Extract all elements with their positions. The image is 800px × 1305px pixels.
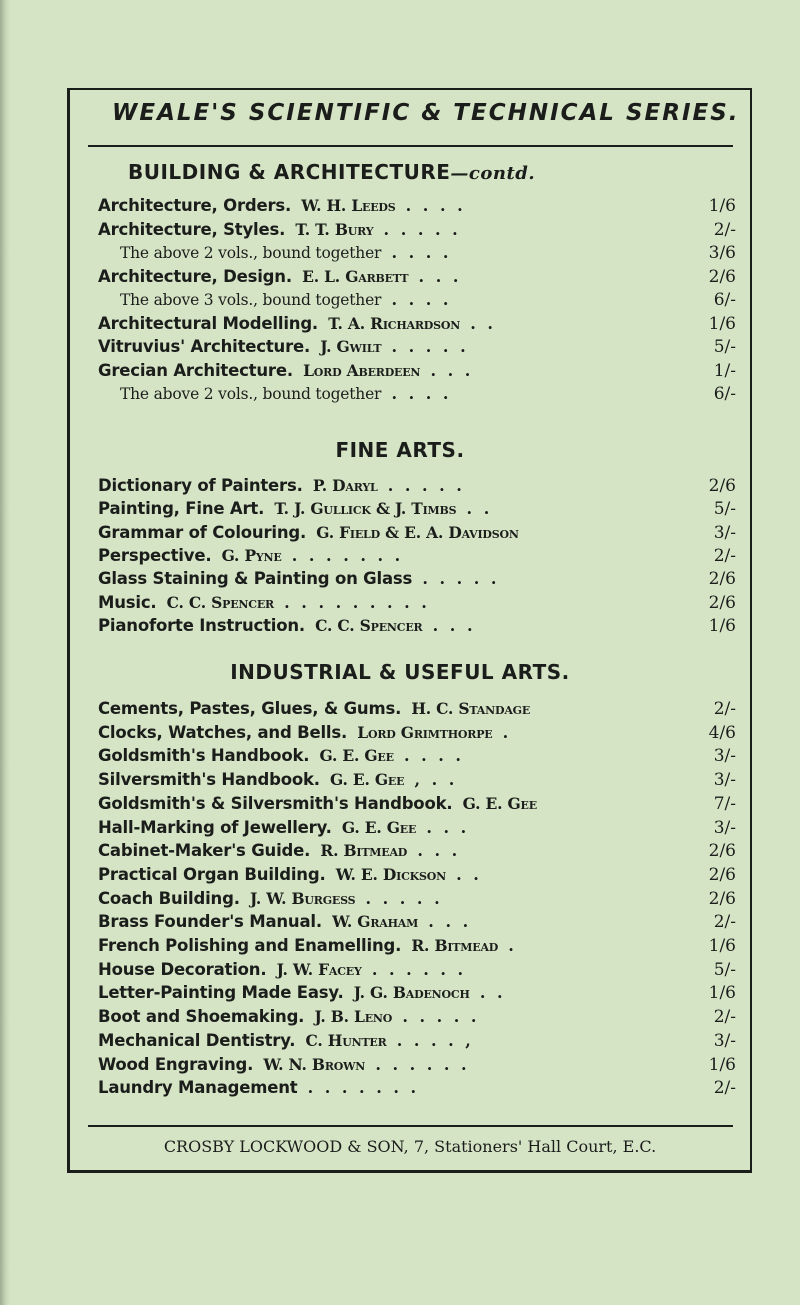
book-author: G. E. Gee xyxy=(330,770,405,790)
book-title: Painting, Fine Art. xyxy=(98,499,265,519)
book-price: 2/- xyxy=(713,1078,736,1099)
book-author: Lord Aberdeen xyxy=(303,360,421,380)
book-price: 2/6 xyxy=(708,592,736,613)
dot-leader: . . . xyxy=(428,912,472,932)
book-title: Mechanical Dentistry. xyxy=(98,1030,296,1050)
book-title: Architectural Modelling. xyxy=(98,313,319,333)
dot-leader: . . . . . . xyxy=(375,1054,470,1074)
book-price: 1/6 xyxy=(708,615,736,636)
book-title: French Polishing and Enamelling. xyxy=(98,936,402,955)
page-edge-shadow xyxy=(0,0,10,1305)
book-price: 3/- xyxy=(713,770,736,791)
dot-leader: . . xyxy=(466,499,493,519)
book-price: 2/- xyxy=(713,1007,736,1028)
catalogue-entry xyxy=(98,1031,740,1057)
catalogue-entry xyxy=(98,936,740,962)
book-title: Pianoforte Instruction. xyxy=(98,615,305,635)
dot-leader: . . . xyxy=(426,817,470,837)
book-author: G. E. Gee xyxy=(341,817,417,837)
book-author: J. Gwilt xyxy=(320,337,382,356)
book-price: 3/- xyxy=(713,522,736,543)
section-heading xyxy=(0,438,800,462)
catalogue-entry xyxy=(98,699,740,725)
book-author: Lord Grimthorpe xyxy=(357,722,493,742)
book-title: Laundry Management xyxy=(98,1078,298,1098)
dot-leader: . . . . xyxy=(391,384,452,403)
dot-leader: , . . xyxy=(414,770,458,790)
section-heading xyxy=(0,660,800,684)
book-price: 6/- xyxy=(713,384,736,404)
book-title: Vitruvius' Architecture. xyxy=(98,337,311,356)
book-author: G. E. Gee xyxy=(319,746,394,766)
catalogue-entry xyxy=(98,476,740,502)
catalogue-entry xyxy=(98,314,740,340)
book-price: 1/6 xyxy=(708,196,736,216)
book-author: G. E. Gee xyxy=(462,793,537,813)
catalogue-entry xyxy=(98,723,740,749)
book-price: 2/- xyxy=(713,699,736,719)
dot-leader: . . . . , xyxy=(396,1030,474,1050)
dot-leader: . . . . . xyxy=(391,337,469,356)
dot-leader: . . xyxy=(456,864,482,884)
section-heading xyxy=(0,160,800,184)
book-price: 2/6 xyxy=(708,864,736,885)
catalogue-entry xyxy=(98,593,740,619)
catalogue-entry xyxy=(98,818,740,844)
book-author: J. W. Facey xyxy=(276,959,362,979)
book-price: 2/6 xyxy=(708,476,736,496)
dot-leader: . . . . . . . xyxy=(307,1078,420,1098)
section-heading-text: BUILDING & ARCHITECTURE xyxy=(128,160,451,184)
book-author: T. A. Richardson xyxy=(328,313,461,333)
book-title: House Decoration. xyxy=(98,959,267,979)
book-price: 1/6 xyxy=(708,983,736,1004)
dot-leader: . . . xyxy=(418,266,462,286)
book-price: 2/- xyxy=(713,219,736,240)
book-price: 5/- xyxy=(713,959,736,980)
book-title: Architecture, Styles. xyxy=(98,219,286,239)
dot-leader: . . . . . xyxy=(383,219,461,239)
dot-leader: . . . . xyxy=(405,196,466,215)
book-author: T. T. Bury xyxy=(295,219,374,239)
dot-leader: . . . . . . xyxy=(371,959,467,979)
catalogue-entry xyxy=(98,794,740,820)
section-heading-continued: —contd. xyxy=(450,163,536,184)
book-title: The above 2 vols., bound together xyxy=(120,244,382,262)
publisher-footer: CROSBY LOCKWOOD & SON, 7, Stationers' Hall Court, E.C. xyxy=(163,1137,657,1156)
catalogue-subentry xyxy=(98,384,740,410)
book-price: 6/- xyxy=(713,290,736,310)
dot-leader: . . . xyxy=(430,360,474,380)
section-heading-text: FINE ARTS. xyxy=(335,438,465,462)
book-title: Perspective. xyxy=(98,545,212,565)
dot-leader: . . . xyxy=(432,615,476,635)
catalogue-entry xyxy=(98,523,740,549)
book-title: Cements, Pastes, Glues, & Gums. xyxy=(98,699,402,718)
book-price: 1/6 xyxy=(708,313,736,334)
catalogue-entry xyxy=(98,220,740,246)
book-price: 2/6 xyxy=(708,888,736,909)
catalogue-entry xyxy=(98,889,740,915)
book-price: 1/6 xyxy=(708,1054,736,1075)
dot-leader: . xyxy=(508,936,517,955)
book-author: C. C. Spencer xyxy=(315,615,423,635)
dot-leader: . . . . . . . . . xyxy=(284,592,430,612)
dot-leader: . . . . . xyxy=(422,569,500,589)
book-price: 2/- xyxy=(713,912,736,933)
catalogue-entry xyxy=(98,616,740,642)
catalogue-subentry xyxy=(98,243,740,269)
book-price: 1/6 xyxy=(708,936,736,956)
book-author: P. Daryl xyxy=(312,476,378,495)
book-author: R. Bitmead xyxy=(411,936,499,955)
book-price: 7/- xyxy=(713,793,736,814)
book-author: T. J. Gullick & J. Timbs xyxy=(274,499,457,519)
dot-leader: . . . . . xyxy=(402,1007,480,1027)
catalogue-subentry xyxy=(98,290,740,316)
dot-leader: . . . xyxy=(417,841,461,861)
book-title: Music. xyxy=(98,592,157,612)
footer-rule xyxy=(88,1125,733,1127)
book-price: 2/6 xyxy=(708,266,736,287)
book-price: 3/- xyxy=(713,1030,736,1051)
dot-leader: . . . . . . . xyxy=(291,545,404,565)
book-author: E. L. Garbett xyxy=(302,266,409,286)
book-author: W. E. Dickson xyxy=(335,864,446,884)
dot-leader: . . . . . xyxy=(387,476,465,495)
book-price: 2/6 xyxy=(708,569,736,590)
book-title: Silversmith's Handbook. xyxy=(98,770,320,790)
book-author: G. Pyne xyxy=(221,545,282,565)
book-title: Clocks, Watches, and Bells. xyxy=(98,722,348,742)
book-title: Wood Engraving. xyxy=(98,1054,254,1074)
dot-leader: . xyxy=(502,722,512,742)
book-title: Architecture, Design. xyxy=(98,266,292,286)
dot-leader: . . . . xyxy=(391,243,452,262)
book-author: W. N. Brown xyxy=(263,1054,366,1074)
catalogue-entry xyxy=(98,361,740,387)
book-author: R. Bitmead xyxy=(320,841,408,861)
dot-leader: . . . . xyxy=(391,290,452,309)
catalogue-entry xyxy=(98,1078,740,1104)
book-title: Glass Staining & Painting on Glass xyxy=(98,569,413,589)
catalogue-entry xyxy=(98,746,740,772)
catalogue-entry xyxy=(98,912,740,938)
dot-leader: . . . . xyxy=(403,746,464,766)
book-author: H. C. Standage xyxy=(411,699,531,718)
series-title: WEALE'S SCIENTIFIC & TECHNICAL SERIES. xyxy=(112,100,740,126)
header-rule xyxy=(88,145,733,147)
book-price: 4/6 xyxy=(708,722,736,743)
book-author: J. W. Burgess xyxy=(249,888,356,908)
catalogue-entry xyxy=(98,1055,740,1081)
catalogue-entry xyxy=(98,1007,740,1033)
book-title: Practical Organ Building. xyxy=(98,864,326,884)
book-title: Dictionary of Painters. xyxy=(98,476,303,495)
book-title: Architecture, Orders. xyxy=(98,196,292,215)
book-title: Goldsmith's & Silversmith's Handbook. xyxy=(98,793,453,813)
book-author: J. B. Leno xyxy=(314,1007,393,1027)
catalogue-entry xyxy=(98,841,740,867)
book-author: J. G. Badenoch xyxy=(353,983,470,1003)
book-title: The above 2 vols., bound together xyxy=(120,385,382,403)
catalogue-entry xyxy=(98,499,740,525)
dot-leader: . . . . . xyxy=(365,888,443,908)
book-author: G. Field & E. A. Davidson xyxy=(316,522,519,542)
book-title: The above 3 vols., bound together xyxy=(120,291,382,309)
book-title: Brass Founder's Manual. xyxy=(98,912,322,932)
book-title: Coach Building. xyxy=(98,888,240,908)
dot-leader: . . xyxy=(470,313,496,333)
book-price: 2/6 xyxy=(708,841,736,862)
book-author: C. Hunter xyxy=(305,1030,387,1050)
catalogue-entry xyxy=(98,865,740,891)
catalogue-entry xyxy=(98,770,740,796)
book-price: 5/- xyxy=(713,337,736,357)
book-price: 2/- xyxy=(713,545,736,566)
dot-leader: . . xyxy=(479,983,506,1003)
catalogue-entry xyxy=(98,983,740,1009)
book-title: Grecian Architecture. xyxy=(98,360,293,380)
book-title: Cabinet-Maker's Guide. xyxy=(98,841,311,861)
book-price: 3/- xyxy=(713,817,736,838)
book-price: 1/- xyxy=(713,360,736,381)
catalogue-entry xyxy=(98,960,740,986)
catalogue-entry xyxy=(98,267,740,293)
book-title: Boot and Shoemaking. xyxy=(98,1007,305,1027)
catalogue-entry xyxy=(98,337,740,363)
book-price: 5/- xyxy=(713,499,736,520)
book-author: W. Graham xyxy=(332,912,419,932)
book-title: Goldsmith's Handbook. xyxy=(98,746,310,766)
catalogue-entry xyxy=(98,569,740,595)
catalogue-entry xyxy=(98,196,740,222)
book-title: Letter-Painting Made Easy. xyxy=(98,983,344,1003)
book-price: 3/6 xyxy=(708,243,736,263)
book-title: Grammar of Colouring. xyxy=(98,522,307,542)
catalogue-entry xyxy=(98,546,740,572)
book-author: W. H. Leeds xyxy=(301,196,396,215)
book-author: C. C. Spencer xyxy=(166,592,274,612)
book-price: 3/- xyxy=(713,746,736,767)
book-title: Hall-Marking of Jewellery. xyxy=(98,817,332,837)
section-heading-text: INDUSTRIAL & USEFUL ARTS. xyxy=(230,660,570,684)
